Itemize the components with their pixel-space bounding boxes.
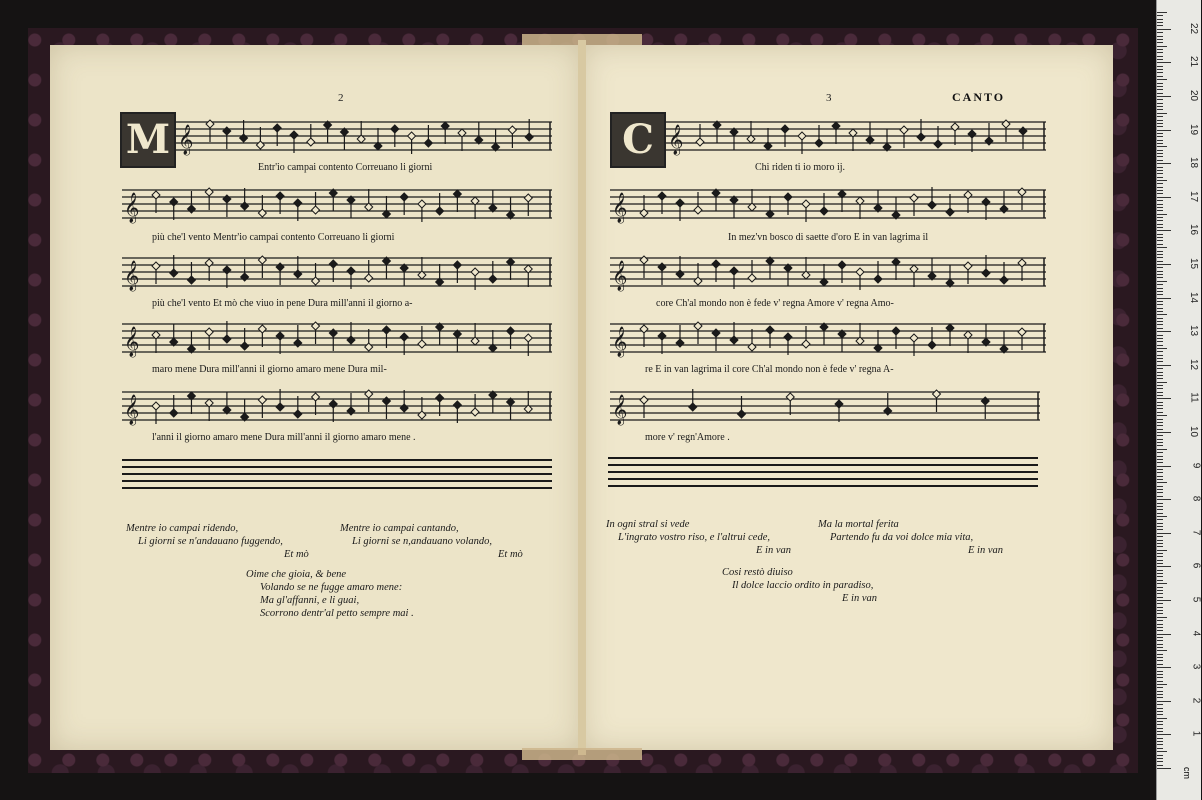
ruler-tick xyxy=(1157,751,1167,752)
ruler-tick xyxy=(1157,173,1163,174)
right-lyric-line: In mez'vn bosco di saette d'oro E in van lagrima il xyxy=(728,232,929,243)
ruler-tick xyxy=(1157,254,1163,255)
ruler-tick xyxy=(1157,52,1163,53)
ruler-tick xyxy=(1157,32,1163,33)
ruler-tick xyxy=(1157,72,1163,73)
left-verse-a: Mentre io campai ridendo, Li giorni se n'andauano fuggendo, Et mò xyxy=(126,523,309,560)
ruler-tick xyxy=(1157,419,1163,420)
right-lyric-line: re E in van lagrima il core Ch'al mondo non è fede v' regna A- xyxy=(645,364,894,375)
ruler-label: 2 xyxy=(1190,697,1202,704)
ruler-tick xyxy=(1157,177,1163,178)
ruler-tick xyxy=(1157,224,1163,225)
ruler-label: 16 xyxy=(1187,224,1199,236)
measurement-ruler xyxy=(1156,0,1201,800)
ruler-tick xyxy=(1157,193,1163,194)
ruler-tick xyxy=(1157,684,1167,685)
ruler-tick xyxy=(1157,408,1163,409)
ruler-tick xyxy=(1157,711,1163,712)
music-staff xyxy=(610,388,1040,428)
left-verse-b: Mentre io campai cantando, Li giorni se n,andauano volando, Et mò xyxy=(340,523,523,560)
ruler-tick xyxy=(1157,49,1163,50)
ruler-tick xyxy=(1157,701,1171,702)
svg-text:𝄞: 𝄞 xyxy=(124,327,140,357)
ruler-tick xyxy=(1157,234,1163,235)
ruler-tick xyxy=(1157,479,1163,480)
ruler-tick xyxy=(1157,136,1163,137)
music-staff xyxy=(176,118,552,158)
ruler-tick xyxy=(1157,566,1171,567)
ruler-tick xyxy=(1157,734,1171,735)
ruler-tick xyxy=(1157,321,1163,322)
ruler-tick xyxy=(1157,167,1163,168)
ruler-tick xyxy=(1157,62,1171,63)
ruler-tick xyxy=(1157,341,1163,342)
ruler-tick xyxy=(1157,654,1163,655)
ruler-tick xyxy=(1157,365,1171,366)
ruler-tick xyxy=(1157,580,1163,581)
ruler-tick xyxy=(1157,724,1163,725)
ruler-tick xyxy=(1157,536,1163,537)
ruler-tick xyxy=(1157,200,1163,201)
ruler-tick xyxy=(1157,456,1163,457)
ruler-tick xyxy=(1157,170,1163,171)
ruler-label: 21 xyxy=(1187,56,1199,68)
ruler-tick xyxy=(1157,744,1163,745)
ruler-tick xyxy=(1157,657,1163,658)
ruler-tick xyxy=(1157,526,1163,527)
ruler-tick xyxy=(1157,728,1163,729)
svg-text:𝄞: 𝄞 xyxy=(612,327,628,357)
ruler-tick xyxy=(1157,378,1163,379)
left-lyric-line: maro mene Dura mill'anni il giorno amaro mene Dura mil- xyxy=(152,364,387,375)
ruler-tick xyxy=(1157,402,1163,403)
ruler-tick xyxy=(1157,382,1167,383)
ruler-tick xyxy=(1157,204,1163,205)
ruler-tick xyxy=(1157,664,1163,665)
ruler-label: 5 xyxy=(1190,596,1202,603)
ruler-tick xyxy=(1157,570,1163,571)
ruler-tick xyxy=(1157,96,1171,97)
ruler-tick xyxy=(1157,328,1163,329)
ruler-tick xyxy=(1157,412,1163,413)
ruler-tick xyxy=(1157,600,1171,601)
ruler-tick xyxy=(1157,523,1163,524)
ruler-tick xyxy=(1157,375,1163,376)
ruler-tick xyxy=(1157,345,1163,346)
ruler-tick xyxy=(1157,261,1163,262)
ruler-tick xyxy=(1157,187,1163,188)
ruler-tick xyxy=(1157,39,1163,40)
ruler-label: 9 xyxy=(1190,462,1202,468)
left-lyric-line: più che'l vento Mentr'io campai contento Correuano li giorni xyxy=(152,232,395,243)
ruler-label: 4 xyxy=(1190,630,1202,636)
ruler-tick xyxy=(1157,445,1163,446)
ruler-tick xyxy=(1157,301,1163,302)
ruler-tick xyxy=(1157,190,1163,191)
ruler-tick xyxy=(1157,677,1163,678)
ruler-tick xyxy=(1157,768,1171,769)
ruler-tick xyxy=(1157,492,1163,493)
music-staff xyxy=(122,388,552,428)
ruler-tick xyxy=(1157,650,1167,651)
ruler-tick xyxy=(1157,15,1163,16)
ruler-tick xyxy=(1157,667,1171,668)
svg-text:𝄞: 𝄞 xyxy=(612,193,628,223)
ruler-tick xyxy=(1157,748,1163,749)
ruler-tick xyxy=(1157,324,1163,325)
left-verse-c: Oime che gioia, & bene Volando se ne fugge amaro mene: Ma gl'affanni, e li guai, Scorrono dentr'al petto sempre mai . xyxy=(246,569,414,619)
ruler-tick xyxy=(1157,415,1167,416)
ruler-tick xyxy=(1157,439,1163,440)
ruler-tick xyxy=(1157,103,1163,104)
ruler-tick xyxy=(1157,251,1163,252)
ruler-tick xyxy=(1157,304,1163,305)
ruler-tick xyxy=(1157,220,1163,221)
ruler-tick xyxy=(1157,452,1163,453)
ruler-tick xyxy=(1157,681,1163,682)
ruler-tick xyxy=(1157,12,1167,13)
ruler-tick xyxy=(1157,230,1171,231)
ruler-tick xyxy=(1157,288,1163,289)
ruler-tick xyxy=(1157,19,1163,20)
ruler-tick xyxy=(1157,69,1163,70)
ruler-tick xyxy=(1157,368,1163,369)
ruler-tick xyxy=(1157,331,1171,332)
ruler-tick xyxy=(1157,89,1163,90)
ruler-label: 19 xyxy=(1187,123,1199,135)
ruler-tick xyxy=(1157,36,1163,37)
right-verse-b: Ma la mortal ferita Partendo fu da voi dolce mia vita, E in van xyxy=(818,519,1003,556)
ruler-tick xyxy=(1157,459,1163,460)
ruler-tick xyxy=(1157,156,1163,157)
ruler-tick xyxy=(1157,620,1163,621)
ruler-tick xyxy=(1157,550,1167,551)
ruler-tick xyxy=(1157,237,1163,238)
right-verse-c: Cosi restò diuiso Il dolce laccio ordito in paradiso, E in van xyxy=(722,567,877,604)
ruler-tick xyxy=(1157,755,1163,756)
right-page-number: 3 xyxy=(826,92,832,104)
ruler-tick xyxy=(1157,46,1167,47)
ruler-tick xyxy=(1157,573,1163,574)
ruler-tick xyxy=(1157,617,1167,618)
ruler-tick xyxy=(1157,294,1163,295)
ruler-tick xyxy=(1157,126,1163,127)
ruler-label: 18 xyxy=(1187,157,1199,169)
ruler-tick xyxy=(1157,516,1167,517)
book-spine xyxy=(578,40,586,755)
svg-text:𝄞: 𝄞 xyxy=(612,261,628,291)
ruler-tick xyxy=(1157,462,1163,463)
ruler-tick xyxy=(1157,150,1163,151)
ruler-label: 1 xyxy=(1190,731,1202,737)
ruler-label: 6 xyxy=(1190,563,1202,569)
ruler-tick xyxy=(1157,694,1163,695)
ruler-tick xyxy=(1157,217,1163,218)
ruler-tick xyxy=(1157,543,1163,544)
ruler-tick xyxy=(1157,227,1163,228)
music-staff xyxy=(122,186,552,226)
ruler-label: 17 xyxy=(1187,190,1199,202)
ruler-tick xyxy=(1157,385,1163,386)
ruler-tick xyxy=(1157,687,1163,688)
ruler-tick xyxy=(1157,506,1163,507)
ruler-tick xyxy=(1157,314,1167,315)
left-lyric-line: Entr'io campai contento Correuano li giorni xyxy=(258,162,433,173)
ruler-tick xyxy=(1157,519,1163,520)
ruler-tick xyxy=(1157,398,1171,399)
ruler-tick xyxy=(1157,529,1163,530)
ruler-tick xyxy=(1157,422,1163,423)
ruler-tick xyxy=(1157,308,1163,309)
ruler-tick xyxy=(1157,183,1163,184)
ruler-tick xyxy=(1157,758,1163,759)
ruler-tick xyxy=(1157,590,1163,591)
ruler-tick xyxy=(1157,79,1167,80)
ruler-tick xyxy=(1157,361,1163,362)
ruler-tick xyxy=(1157,395,1163,396)
ruler-tick xyxy=(1157,355,1163,356)
right-lyric-line: more v' regn'Amore . xyxy=(645,432,730,443)
svg-text:𝄞: 𝄞 xyxy=(178,125,194,155)
ruler-label: 8 xyxy=(1190,495,1202,502)
ruler-label: 11 xyxy=(1188,392,1200,404)
ruler-tick xyxy=(1157,660,1163,661)
ruler-tick xyxy=(1157,22,1163,23)
ruler-tick xyxy=(1157,583,1167,584)
svg-text:𝄞: 𝄞 xyxy=(124,395,140,425)
ruler-tick xyxy=(1157,29,1171,30)
ruler-tick xyxy=(1157,540,1163,541)
ruler-tick xyxy=(1157,691,1163,692)
ruler-tick xyxy=(1157,553,1163,554)
ruler-tick xyxy=(1157,613,1163,614)
ruler-tick xyxy=(1157,274,1163,275)
right-lyric-line: Chi riden ti io moro ij. xyxy=(755,162,845,173)
ruler-tick xyxy=(1157,335,1163,336)
ruler-tick xyxy=(1157,267,1163,268)
ruler-label: 12 xyxy=(1187,358,1199,370)
right-verse-a: In ogni stral si vede L'ingrato vostro riso, e l'altrui cede, E in van xyxy=(606,519,791,556)
ruler-tick xyxy=(1157,741,1163,742)
ruler-tick xyxy=(1157,392,1163,393)
ruler-tick xyxy=(1157,123,1163,124)
ruler-tick xyxy=(1157,731,1163,732)
svg-text:𝄞: 𝄞 xyxy=(124,261,140,291)
ruler-tick xyxy=(1157,284,1163,285)
ruler-tick xyxy=(1157,496,1163,497)
music-staff xyxy=(608,454,1038,494)
voice-header: CANTO xyxy=(952,90,1006,104)
ruler-tick xyxy=(1157,240,1163,241)
left-lyric-line: più che'l vento Et mò che viuo in pene Dura mill'anni il giorno a- xyxy=(152,298,413,309)
ruler-tick xyxy=(1157,429,1163,430)
svg-text:𝄞: 𝄞 xyxy=(124,193,140,223)
ruler-tick xyxy=(1157,59,1163,60)
ruler-tick xyxy=(1157,83,1163,84)
ruler-tick xyxy=(1157,708,1163,709)
ruler-tick xyxy=(1157,338,1163,339)
ruler-tick xyxy=(1157,714,1163,715)
ruler-tick xyxy=(1157,489,1163,490)
ruler-tick xyxy=(1157,153,1163,154)
ruler-tick xyxy=(1157,449,1167,450)
ruler-tick xyxy=(1157,116,1163,117)
ruler-tick xyxy=(1157,271,1163,272)
svg-text:𝄞: 𝄞 xyxy=(668,125,684,155)
ruler-tick xyxy=(1157,291,1163,292)
ruler-tick xyxy=(1157,207,1163,208)
ruler-tick xyxy=(1157,704,1163,705)
ruler-tick xyxy=(1157,66,1163,67)
ruler-tick xyxy=(1157,214,1167,215)
ruler-tick xyxy=(1157,76,1163,77)
ruler-tick xyxy=(1157,197,1171,198)
ruler-label: 3 xyxy=(1190,663,1202,670)
ruler-tick xyxy=(1157,56,1163,57)
ruler-tick xyxy=(1157,277,1163,278)
ruler-tick xyxy=(1157,627,1163,628)
music-staff xyxy=(610,320,1046,360)
ruler-tick xyxy=(1157,607,1163,608)
ruler-tick xyxy=(1157,476,1163,477)
ruler-label: 22 xyxy=(1187,22,1199,34)
binding-tape-bottom xyxy=(522,748,642,760)
ruler-tick xyxy=(1157,180,1167,181)
ruler-tick xyxy=(1157,593,1163,594)
ruler-tick xyxy=(1157,113,1167,114)
ruler-tick xyxy=(1157,281,1167,282)
ruler-tick xyxy=(1157,130,1171,131)
ruler-tick xyxy=(1157,499,1171,500)
ruler-tick xyxy=(1157,351,1163,352)
ruler-tick xyxy=(1157,93,1163,94)
music-staff xyxy=(122,254,552,294)
ruler-tick xyxy=(1157,718,1167,719)
ruler-label: 10 xyxy=(1187,425,1199,438)
ruler-tick xyxy=(1157,563,1163,564)
left-page-number: 2 xyxy=(338,92,344,104)
ruler-label: 20 xyxy=(1187,89,1199,102)
ruler-tick xyxy=(1157,372,1163,373)
ruler-tick xyxy=(1157,603,1163,604)
ruler-tick xyxy=(1157,264,1171,265)
ruler-tick xyxy=(1157,624,1163,625)
music-staff xyxy=(122,320,552,360)
ruler-tick xyxy=(1157,486,1163,487)
ruler-tick xyxy=(1157,556,1163,557)
ruler-tick xyxy=(1157,143,1163,144)
ruler-tick xyxy=(1157,466,1171,467)
ruler-tick xyxy=(1157,109,1163,110)
ruler-tick xyxy=(1157,644,1163,645)
ruler-tick xyxy=(1157,358,1163,359)
ruler-tick xyxy=(1157,560,1163,561)
ruler-tick xyxy=(1157,765,1163,766)
right-lyric-line: core Ch'al mondo non è fede v' regna Amore v' regna Amo- xyxy=(656,298,894,309)
ruler-tick xyxy=(1157,482,1167,483)
ruler-tick xyxy=(1157,99,1163,100)
ruler-tick xyxy=(1157,163,1171,164)
ruler-tick xyxy=(1157,597,1163,598)
ruler-tick xyxy=(1157,546,1163,547)
ruler-tick xyxy=(1157,25,1163,26)
ruler-label: 13 xyxy=(1187,325,1199,337)
ruler-tick xyxy=(1157,513,1163,514)
ruler-tick xyxy=(1157,42,1163,43)
ruler-tick xyxy=(1157,425,1163,426)
ruler-unit-label: cm xyxy=(1182,767,1192,779)
ruler-label: 15 xyxy=(1187,257,1199,270)
ruler-tick xyxy=(1157,210,1163,211)
ruler-tick xyxy=(1157,674,1163,675)
decorated-initial-right: C xyxy=(610,112,666,168)
decorated-initial-left: M xyxy=(120,112,176,168)
ruler-tick xyxy=(1157,610,1163,611)
ruler-tick xyxy=(1157,640,1163,641)
ruler-tick xyxy=(1157,133,1163,134)
ruler-tick xyxy=(1157,634,1171,635)
ruler-tick xyxy=(1157,637,1163,638)
ruler-tick xyxy=(1157,472,1163,473)
ruler-tick xyxy=(1157,509,1163,510)
svg-text:𝄞: 𝄞 xyxy=(612,395,628,425)
ruler-tick xyxy=(1157,247,1167,248)
ruler-tick xyxy=(1157,697,1163,698)
ruler-tick xyxy=(1157,647,1163,648)
ruler-tick xyxy=(1157,405,1163,406)
music-staff xyxy=(122,456,552,496)
ruler-tick xyxy=(1157,298,1171,299)
ruler-tick xyxy=(1157,587,1163,588)
ruler-tick xyxy=(1157,140,1163,141)
ruler-tick xyxy=(1157,244,1163,245)
ruler-tick xyxy=(1157,257,1163,258)
ruler-tick xyxy=(1157,503,1163,504)
ruler-tick xyxy=(1157,442,1163,443)
ruler-tick xyxy=(1157,761,1163,762)
music-staff xyxy=(666,118,1046,158)
ruler-tick xyxy=(1157,721,1163,722)
ruler-tick xyxy=(1157,738,1163,739)
ruler-tick xyxy=(1157,120,1163,121)
ruler-tick xyxy=(1157,432,1171,433)
ruler-tick xyxy=(1157,86,1163,87)
music-staff xyxy=(610,254,1046,294)
ruler-tick xyxy=(1157,311,1163,312)
ruler-tick xyxy=(1157,671,1163,672)
ruler-tick xyxy=(1157,630,1163,631)
ruler-label: 7 xyxy=(1190,529,1202,536)
left-lyric-line: l'anni il giorno amaro mene Dura mill'anni il giorno amaro mene . xyxy=(152,432,416,443)
ruler-tick xyxy=(1157,533,1171,534)
ruler-tick xyxy=(1157,106,1163,107)
ruler-label: 14 xyxy=(1187,291,1199,303)
ruler-tick xyxy=(1157,576,1163,577)
ruler-tick xyxy=(1157,146,1167,147)
ruler-tick xyxy=(1157,435,1163,436)
ruler-tick xyxy=(1157,318,1163,319)
ruler-tick xyxy=(1157,469,1163,470)
ruler-tick xyxy=(1157,388,1163,389)
ruler-tick xyxy=(1157,160,1163,161)
music-staff xyxy=(610,186,1046,226)
ruler-tick xyxy=(1157,348,1167,349)
